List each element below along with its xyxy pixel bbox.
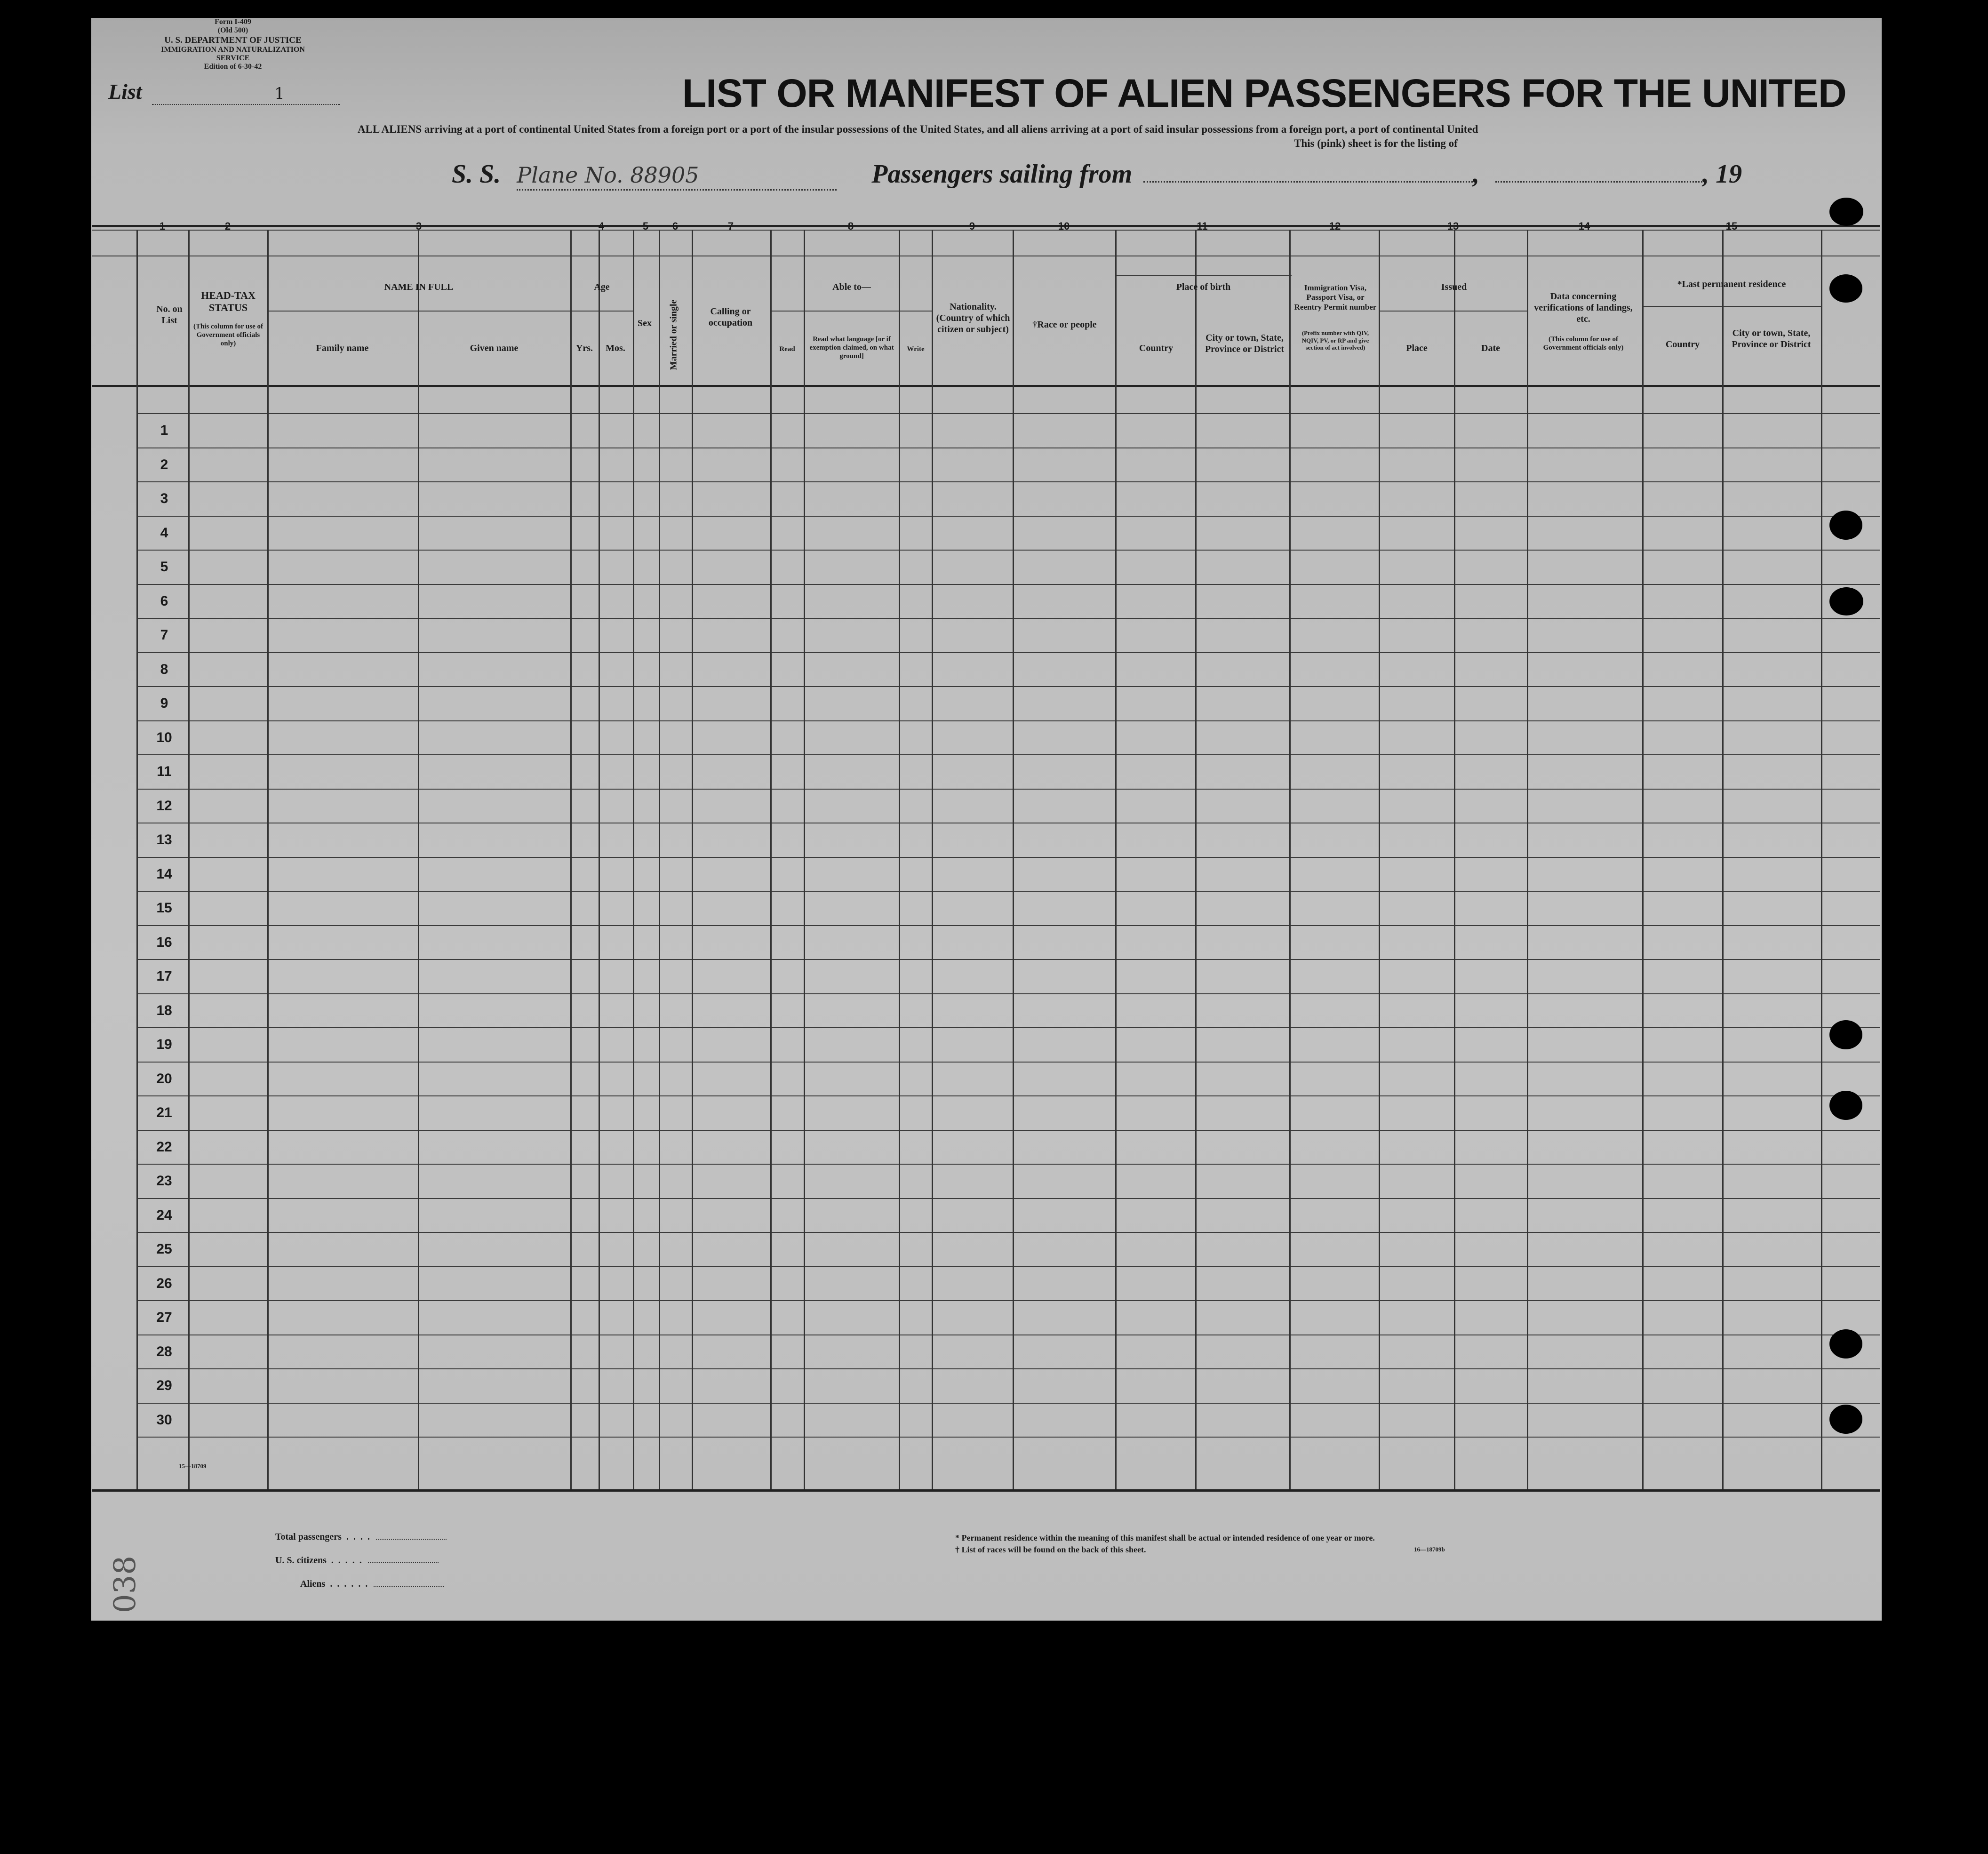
column-number: 3 <box>415 220 422 232</box>
header-head-tax: HEAD-TAX STATUS <box>201 289 255 314</box>
punch-hole <box>1829 511 1862 540</box>
ship-line: S. S. Plane No. 88905 Passengers sailing from , , 19 <box>452 159 1742 191</box>
us-citizens-field: U. S. citizens . . . . . <box>275 1555 439 1566</box>
column-number: 15 <box>1725 220 1738 232</box>
column-divider <box>1115 230 1117 1489</box>
row-rule <box>136 413 1880 414</box>
column-number: 4 <box>598 220 605 232</box>
row-rule <box>136 720 1880 721</box>
punch-hole <box>1829 1020 1862 1049</box>
row-rule <box>136 1062 1880 1063</box>
header-bottom-rule <box>92 385 1880 387</box>
footnote-residence: * Permanent residence within the meaning of this manifest shall be actual or intended residence of one year or more. <box>955 1533 1375 1542</box>
column-divider <box>1722 230 1724 1489</box>
column-divider <box>1379 230 1380 1489</box>
row-rule <box>136 1198 1880 1199</box>
row-number: 8 <box>160 662 168 677</box>
ship-name-handwritten: Plane No. 88905 <box>517 162 699 188</box>
footnote-code: 16—18709b <box>1414 1546 1445 1553</box>
row-rule <box>136 1027 1880 1028</box>
column-divider <box>1454 230 1455 1489</box>
header-place-of-birth: Place of birth <box>1176 282 1231 292</box>
header-given-name: Given name <box>470 343 519 353</box>
row-number: 9 <box>160 695 168 711</box>
row-rule <box>136 584 1880 585</box>
column-divider <box>267 230 269 1489</box>
row-rule <box>136 857 1880 858</box>
header-able-to: Able to— <box>832 282 871 292</box>
list-label: List <box>108 80 142 104</box>
subheader-rule <box>1116 275 1292 276</box>
service-name: IMMIGRATION AND NATURALIZATION SERVICE <box>161 45 305 63</box>
header-issued-place: Place <box>1406 343 1428 353</box>
row-number: 24 <box>156 1207 172 1223</box>
us-citizens-line <box>368 1562 439 1563</box>
row-rule <box>136 1164 1880 1165</box>
column-divider <box>1289 230 1291 1489</box>
row-rule <box>136 1095 1880 1096</box>
header-nationality: Nationality. (Country of which citizen or subject) <box>936 302 1010 335</box>
header-read-language: Read what language [or if exemption claimed, on what ground] <box>809 336 894 360</box>
column-divider <box>804 230 805 1489</box>
punch-hole <box>1829 1091 1862 1120</box>
row-number: 12 <box>156 798 172 814</box>
punch-hole <box>1829 274 1862 303</box>
header-read: Read <box>779 345 795 353</box>
row-number: 21 <box>156 1105 172 1120</box>
sailing-date-field <box>1495 181 1702 183</box>
row-number: 27 <box>156 1310 172 1325</box>
row-number: 4 <box>160 525 168 541</box>
header-married-single: Married or single <box>668 299 679 370</box>
column-divider <box>770 230 772 1489</box>
subheader-rule <box>770 311 932 312</box>
column-number: 5 <box>642 220 649 232</box>
row-rule <box>136 1300 1880 1301</box>
column-number: 8 <box>847 220 854 232</box>
punch-hole <box>1829 587 1863 615</box>
subheader-rule <box>268 311 570 312</box>
punch-hole <box>1829 1405 1862 1434</box>
row-rule <box>136 1403 1880 1404</box>
aliens-field: Aliens . . . . . . <box>300 1579 444 1590</box>
header-age-months: Mos. <box>606 343 625 353</box>
row-rule <box>136 925 1880 926</box>
row-rule <box>136 550 1880 551</box>
header-name-in-full: NAME IN FULL <box>384 282 454 292</box>
column-number: 6 <box>672 220 679 232</box>
row-number: 23 <box>156 1173 172 1189</box>
header-age: Age <box>594 282 610 292</box>
ship-prefix: S. S. <box>452 160 501 189</box>
column-divider <box>1821 230 1822 1489</box>
list-number-field <box>108 79 340 105</box>
list-value: 1 <box>274 84 285 103</box>
column-divider <box>659 230 660 1489</box>
subheader-rule <box>1642 306 1821 307</box>
column-number: 2 <box>224 220 231 232</box>
row-rule <box>136 1232 1880 1233</box>
total-passengers-label: Total passengers <box>275 1532 342 1542</box>
column-number: 10 <box>1058 220 1070 232</box>
row-number: 1 <box>160 423 168 438</box>
us-citizens-label: U. S. citizens <box>275 1555 327 1566</box>
row-rule <box>136 481 1880 482</box>
column-divider <box>418 230 419 1489</box>
row-rule <box>136 686 1880 687</box>
row-rule <box>136 1437 1880 1438</box>
column-divider <box>633 230 634 1489</box>
intro-text-line1: ALL ALIENS arriving at a port of continental United States from a foreign port or a port of the insular possessions of the United States, and all aliens arriving at a port of said insular possessions from a foreign port, a port of continental United <box>358 123 1478 135</box>
header-res-city: City or town, State, Province or District <box>1732 328 1811 350</box>
row-rule <box>136 618 1880 619</box>
row-number: 15 <box>156 900 172 916</box>
row-rule <box>136 891 1880 892</box>
year-prefix: 19 <box>1716 160 1742 189</box>
row-number: 20 <box>156 1071 172 1087</box>
old-form-number: (Old 500) <box>217 26 248 35</box>
row-number: 30 <box>156 1412 172 1428</box>
header-race: †Race or people <box>1032 320 1097 330</box>
intro-text-line2: This (pink) sheet is for the listing of <box>1294 137 1458 149</box>
row-rule <box>136 754 1880 755</box>
header-family-name: Family name <box>316 343 369 353</box>
row-number: 26 <box>156 1276 172 1291</box>
column-divider <box>1195 230 1197 1489</box>
row-number: 2 <box>160 457 168 472</box>
column-divider <box>599 230 600 1489</box>
edition-date: Edition of 6-30-42 <box>204 63 262 71</box>
row-rule <box>136 516 1880 517</box>
column-number: 9 <box>969 220 975 232</box>
header-visa: Immigration Visa, Passport Visa, or Reentry Permit number <box>1294 283 1377 312</box>
header-issued: Issued <box>1441 282 1467 292</box>
ship-name-field <box>517 159 837 191</box>
column-number: 14 <box>1578 220 1590 232</box>
row-rule <box>136 1266 1880 1267</box>
column-divider <box>1527 230 1528 1489</box>
row-number: 22 <box>156 1139 172 1155</box>
row-rule <box>136 1130 1880 1131</box>
header-visa-note: (Prefix number with QIV, NQIV, PV, or RP and give section of act involved) <box>1301 329 1369 352</box>
form-number: Form I-409 <box>215 18 251 26</box>
header-no-on-list: No. on List <box>156 304 183 326</box>
row-rule <box>136 959 1880 960</box>
header-verifications-note: (This column for use of Government officials only) <box>1543 336 1624 352</box>
row-number: 5 <box>160 559 168 575</box>
column-number: 7 <box>727 220 734 232</box>
aliens-label: Aliens <box>300 1579 326 1589</box>
header-birth-city: City or town, State, Province or District <box>1205 333 1285 354</box>
row-rule <box>136 652 1880 653</box>
row-number: 7 <box>160 627 168 643</box>
header-birth-country: Country <box>1139 343 1174 353</box>
row-number: 28 <box>156 1344 172 1359</box>
column-number: 1 <box>159 220 166 232</box>
subheader-rule <box>1380 311 1527 312</box>
column-divider <box>932 230 933 1489</box>
list-value-line <box>152 79 340 105</box>
total-passengers-line <box>376 1539 447 1540</box>
row-rule <box>136 1368 1880 1369</box>
column-divider <box>899 230 900 1489</box>
row-number: 6 <box>160 593 168 609</box>
row-number: 19 <box>156 1037 172 1052</box>
row-number: 11 <box>157 764 172 779</box>
column-number: 12 <box>1329 220 1341 232</box>
sailing-from-field <box>1143 181 1473 183</box>
margin-stamp-number: 038 <box>108 1555 143 1614</box>
form-identification <box>155 18 311 72</box>
header-age-years: Yrs. <box>575 343 593 353</box>
column-divider <box>188 230 190 1489</box>
row-number: 3 <box>160 491 168 506</box>
row-number: 13 <box>156 832 172 847</box>
header-write: Write <box>907 345 925 353</box>
column-number: 11 <box>1197 220 1208 232</box>
column-divider <box>1642 230 1644 1489</box>
punch-hole <box>1829 198 1863 226</box>
punch-hole <box>1829 1329 1862 1359</box>
row-number: 14 <box>156 866 172 882</box>
column-number: 13 <box>1447 220 1459 232</box>
manifest-sheet <box>91 18 1882 1621</box>
subheader-rule <box>570 311 633 312</box>
row-number: 25 <box>156 1241 172 1257</box>
row-rule <box>136 789 1880 790</box>
row-rule <box>136 993 1880 994</box>
footnote-races: † List of races will be found on the back of this sheet. <box>955 1545 1146 1554</box>
column-divider <box>692 230 693 1489</box>
table-bottom-rule <box>92 1489 1880 1492</box>
row-number: 10 <box>156 730 172 745</box>
header-calling: Calling or occupation <box>708 306 753 328</box>
total-passengers-field: Total passengers . . . . <box>275 1532 447 1542</box>
header-sex: Sex <box>638 318 652 328</box>
row-number: 17 <box>156 968 172 984</box>
header-verifications: Data concerning verifications of landings, etc. <box>1534 291 1633 324</box>
row-number: 29 <box>156 1378 172 1393</box>
printer-code: 15—18709 <box>179 1462 207 1470</box>
column-divider <box>570 230 572 1489</box>
aliens-line <box>374 1586 444 1587</box>
header-head-tax-note: (This column for use of Government officials only) <box>193 323 263 347</box>
row-number: 18 <box>156 1003 172 1018</box>
header-last-residence: *Last permanent residence <box>1677 279 1786 289</box>
sailing-label: Passengers sailing from <box>871 160 1133 189</box>
department-name: U. S. DEPARTMENT OF JUSTICE <box>164 35 302 45</box>
column-divider <box>1013 230 1014 1489</box>
header-issued-date: Date <box>1481 343 1500 353</box>
column-divider <box>136 230 138 1489</box>
row-number: 16 <box>156 935 172 950</box>
page-title: LIST OR MANIFEST OF ALIEN PASSENGERS FOR THE UNITED <box>682 71 1846 115</box>
header-res-country: Country <box>1665 339 1700 350</box>
